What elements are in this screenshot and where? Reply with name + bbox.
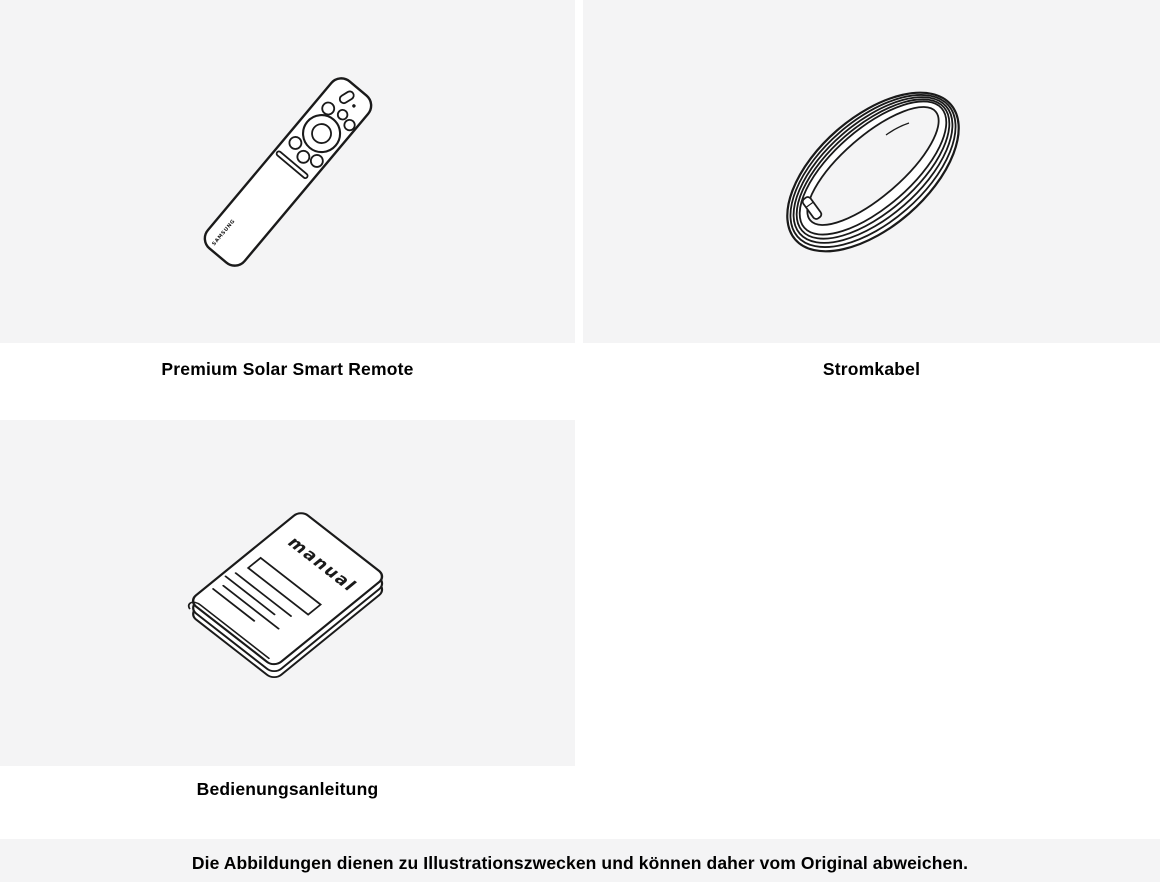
accessory-tile-manual	[0, 420, 575, 766]
disclaimer-text: Die Abbildungen dienen zu Illustrationszwecken und können daher vom Original abweichen.	[191, 853, 969, 873]
accessory-label-manual: Bedienungsanleitung	[196, 779, 379, 799]
accessory-label-power-cable: Stromkabel	[822, 359, 921, 379]
manual-front-cover	[189, 510, 386, 667]
accessory-label-remote: Premium Solar Smart Remote	[161, 359, 414, 379]
manual-illustration	[0, 420, 575, 766]
remote-control-illustration	[0, 0, 575, 343]
accessory-tile-remote	[0, 0, 575, 343]
accessory-tile-power-cable	[583, 0, 1160, 343]
remote-brand-text: SAMSUNG	[211, 218, 237, 248]
remote-body	[200, 73, 377, 271]
power-cable-illustration	[583, 0, 1160, 343]
disclaimer-bar	[0, 839, 1160, 882]
manual-cover-text: manual	[282, 533, 361, 596]
